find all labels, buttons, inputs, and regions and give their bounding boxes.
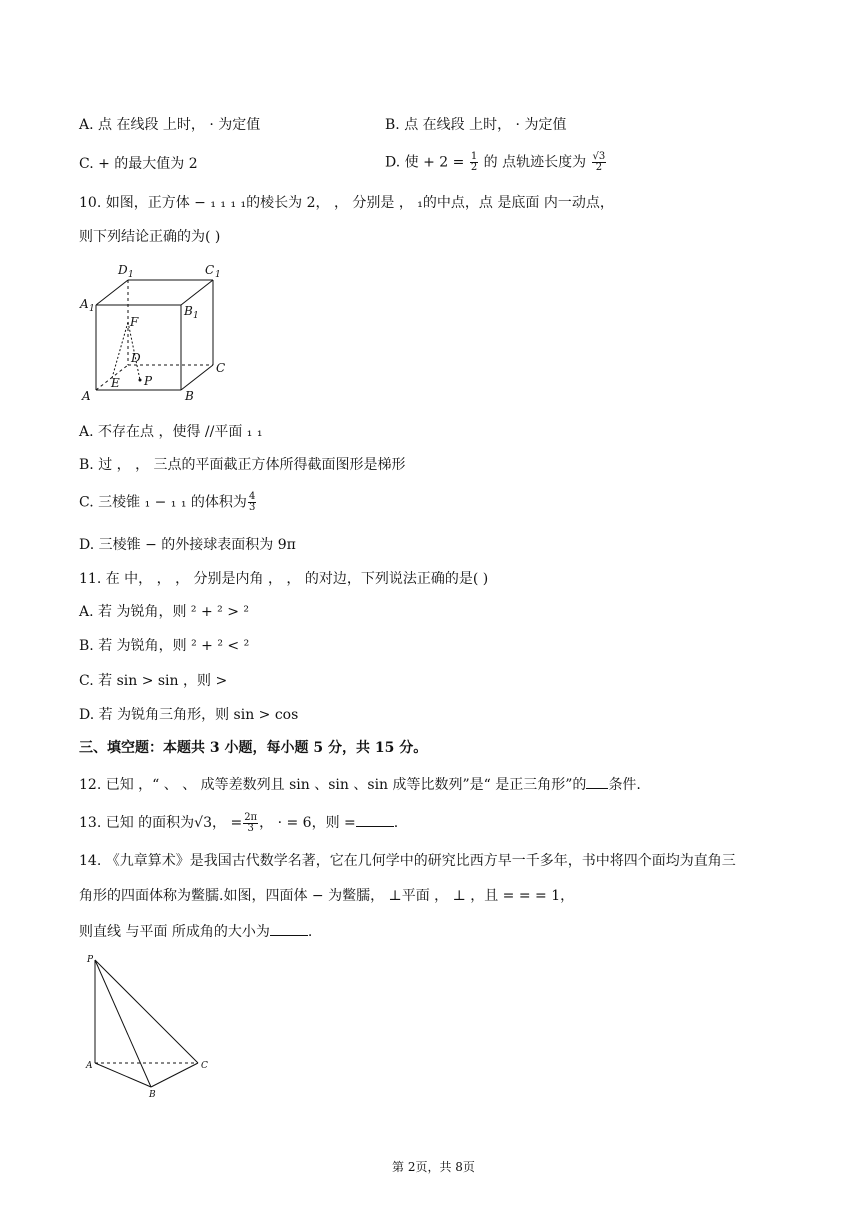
label-B: B <box>185 389 194 403</box>
q13-end: . <box>393 815 399 831</box>
q13-blank[interactable] <box>356 812 394 827</box>
label-D: D <box>131 351 141 365</box>
label-A1-sub: 1 <box>89 304 95 314</box>
q10-option-c-fraction: $\frac{4}{3}$ <box>248 491 256 513</box>
q12-end: 条件. <box>608 777 641 793</box>
q9-option-d-fraction: $\frac{1}{2}$ <box>470 151 478 173</box>
label-D1: D <box>118 263 128 277</box>
q9-option-d-pre: D. 使 + 2 = <box>385 154 465 171</box>
label-A: A <box>82 389 91 403</box>
label-A1: A <box>80 297 89 311</box>
q11-option-d: D. 若 为锐角三角形，则 sin > cos <box>79 707 299 723</box>
q14-line3 <box>79 921 312 941</box>
q9-option-d-fraction2: $\frac{√3}{2}$ <box>592 151 606 173</box>
label-B: B <box>149 1090 156 1100</box>
label-D1-sub: 1 <box>128 270 134 280</box>
label-P: P <box>144 374 153 388</box>
tetrahedron-figure <box>83 950 213 1100</box>
section-3-heading: 三、填空题：本题共 3 小题，每小题 5 分，共 15 分。 <box>79 740 428 756</box>
label-C: C <box>201 1061 208 1071</box>
q14-blank[interactable] <box>270 921 308 936</box>
label-A: A <box>86 1061 93 1071</box>
q13-pre: 13. 已知 的面积为√3， = <box>79 815 243 831</box>
label-F: F <box>130 315 139 329</box>
q11-option-c: C. 若 sin > sin ，则 > <box>79 673 228 689</box>
label-C1: C <box>205 263 215 277</box>
q9-option-c: C. + 的最大值为 2 <box>79 156 198 172</box>
q9-option-a: A. 点 在线段 上时， · 为定值 <box>79 117 261 133</box>
label-C: C <box>216 361 226 375</box>
label-B1-sub: 1 <box>193 311 199 321</box>
q10-option-b: B. 过 ， ， 三点的平面截正方体所得截面图形是梯形 <box>79 457 406 473</box>
q14-line2: 角形的四面体称为鳖臑.如图，四面体 − 为鳖臑， ⊥平面 ， ⊥ ，且 = = = 1， <box>79 888 575 904</box>
q12-stem <box>79 774 641 794</box>
q14-line1: 14. 《九章算术》是我国古代数学名著，它在几何学中的研究比西方早一千多年，书中将四个面均为直角三 <box>79 853 736 869</box>
q13-mid: ， · = 6，则 = <box>259 815 356 831</box>
q9-option-d-mid: 的 点轨迹长度为 <box>483 154 587 171</box>
q12-blank[interactable] <box>586 774 608 789</box>
q13-stem <box>79 812 398 834</box>
q12-text: 12. 已知 ，“ 、 、 成等差数列且 sin 、sin 、sin 成等比数列”是“ 是正三角形”的 <box>79 777 587 793</box>
label-P: P <box>87 955 94 965</box>
q10-option-c <box>79 492 257 513</box>
label-B1: B <box>184 304 193 318</box>
label-C1-sub: 1 <box>215 270 221 280</box>
cube-figure <box>78 260 228 405</box>
q10-stem-line1: 10. 如图，正方体 − ₁ ₁ ₁ ₁的棱长为 2， ， 分别是 ， ₁的中点，点 是底面 内一动点， <box>79 195 614 211</box>
q9-option-b: B. 点 在线段 上时， · 为定值 <box>385 117 567 133</box>
q14-line3-end: . <box>307 924 313 940</box>
q10-option-a: A. 不存在点 ，使得 //平面 ₁ ₁ <box>79 424 263 440</box>
q11-stem: 11. 在 中， ， ， 分别是内角 ， ， 的对边，下列说法正确的是( ) <box>79 571 489 587</box>
q14-line3-text: 则直线 与平面 所成角的大小为 <box>79 924 270 940</box>
q10-option-c-text: C. 三棱锥 ₁ − ₁ ₁ 的体积为 <box>79 494 247 511</box>
q10-stem-line2: 则下列结论正确的为( ) <box>79 229 221 245</box>
q11-option-a: A. 若 为锐角，则 ² + ² > ² <box>79 604 250 620</box>
q11-option-b: B. 若 为锐角，则 ² + ² < ² <box>79 638 250 654</box>
page-footer: 第 2页，共 8页 <box>392 1160 475 1174</box>
q9-option-d <box>385 152 607 173</box>
label-E: E <box>111 376 120 390</box>
q10-option-d: D. 三棱锥 − 的外接球表面积为 9π <box>79 537 296 553</box>
q13-fraction: $\frac{2\pi}{3}$ <box>244 811 258 834</box>
